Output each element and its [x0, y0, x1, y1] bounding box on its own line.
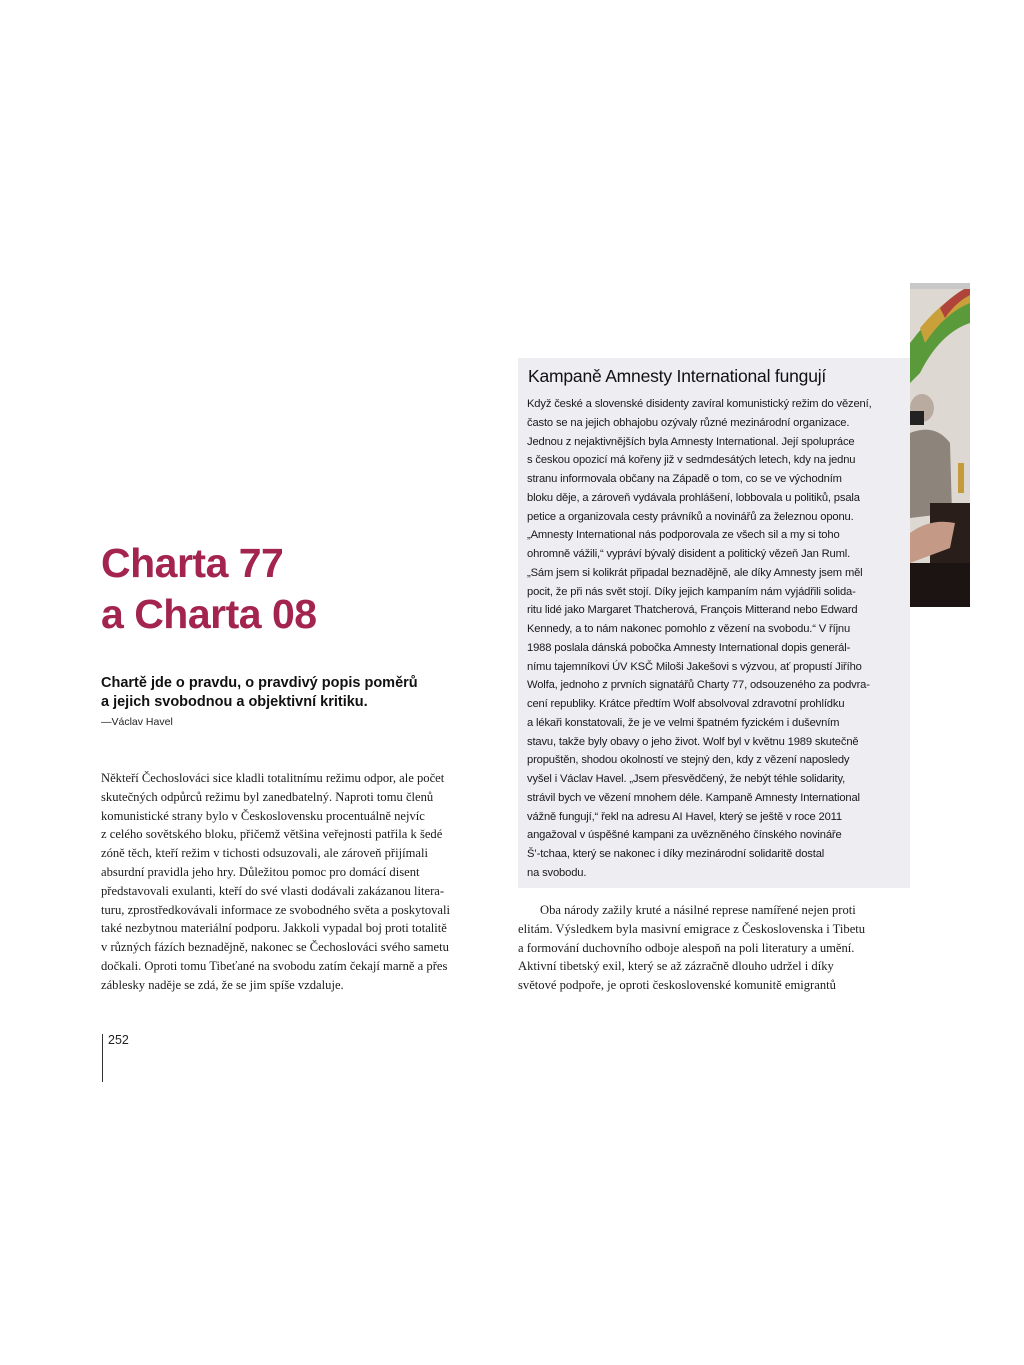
body-text-line: z celého sovětského bloku, přičemž většina veřejnosti patřila k šedé: [101, 827, 443, 842]
sidebar-text-line: petice a organizovala cesty právníků a novinářů za železnou oponu.: [527, 510, 854, 523]
sidebar-text-line: cení republiky. Krátce předtím Wolf absolvoval zdravotní prohlídku: [527, 698, 845, 710]
sidebar-text-line: vážně fungují,“ řekl na adresu AI Havel, který se ještě v roce 2011: [527, 810, 842, 823]
sidebar-text-line: ohromně vážili,“ vypráví bývalý disident a politický vězeň Jan Ruml.: [527, 548, 851, 560]
sidebar-box: [518, 358, 910, 888]
body-text-line: zóně těch, kteří režim v tichosti odsuzovali, ale zároveň přijímali: [101, 846, 428, 861]
chapter-title-line: Charta 77: [101, 540, 284, 586]
body-text-line: elitám. Výsledkem byla masivní emigrace z Československa i Tibetu: [518, 921, 866, 936]
body-text-left: [101, 769, 450, 995]
sidebar-text-line: Wolfa, jednoho z prvních signatářů Charty 77, odsouzeného za podvra-: [527, 679, 870, 692]
page-number: 252: [108, 1033, 129, 1047]
sidebar-text-line: ritu lidé jako Margaret Thatcherová, François Mitterand nebo Edward: [527, 604, 858, 617]
page-number-rule: [102, 1034, 103, 1082]
sidebar-text-line: stavu, takže byly obavy o jeho život. Wolf byl v květnu 1989 skutečně: [527, 735, 859, 748]
epigraph-quote: [101, 674, 418, 712]
sidebar-text-line: stranu informovala občany na Západě o tom, co se ve východním: [527, 473, 842, 485]
sidebar-text-line: na svobodu.: [527, 866, 587, 879]
body-text-line: a formování duchovního odboje alespoň na poli literatury a umění.: [518, 940, 855, 955]
sidebar-text-line: propuštěn, shodou okolností ve stejný den, kdy z vězení naposledy: [527, 754, 850, 767]
sidebar-text-line: 1988 poslala dánská pobočka Amnesty International dopis generál-: [527, 641, 851, 654]
body-text-line: světové podpoře, je oproti československé komunitě emigrantů: [518, 978, 836, 993]
photo-man-with-camera: [910, 283, 970, 607]
body-text-line: představovali exulanti, kteří do své vlasti dodávali zakázanou litera-: [101, 883, 445, 898]
sidebar-text-line: Když české a slovenské disidenty zavíral komunistický režim do vězení,: [527, 398, 872, 410]
body-text-line: také nezbytnou materiální podporu. Jakkoli vypadal boj proti totalitě: [101, 921, 447, 936]
sidebar-body: [527, 395, 872, 883]
chapter-title-line: a Charta 08: [101, 591, 317, 637]
body-text-line: v různých fázích beznadějně, nakonec se Čechoslováci svého sametu: [101, 940, 449, 955]
epigraph-line: a jejich svobodnou a objektivní kritiku.: [101, 694, 368, 710]
chapter-title: [101, 538, 317, 640]
epigraph-attribution: —Václav Havel: [101, 716, 173, 728]
body-text-right: [518, 901, 865, 995]
sidebar-text-line: Kennedy, a to nám nakonec pomohlo z vězení na svobodu.“ V říjnu: [527, 623, 851, 635]
body-text-line: absurdní pravidla jeho hry. Důležitou pomoc pro domácí disent: [101, 864, 420, 879]
sidebar-text-line: Jednou z nejaktivnějších byla Amnesty International. Její spolupráce: [527, 435, 855, 448]
body-text-line: skutečných odpůrců režimu byl zanedbatelný. Naproti tomu členů: [101, 789, 434, 804]
sidebar-text-line: často se na jejich obhajobu ozývaly různé mezinárodní organizace.: [527, 416, 850, 429]
body-text-line: Oba národy zažily kruté a násilné represe namířené nejen proti: [540, 903, 856, 917]
body-text-line: turu, zprostředkovávali informace ze svobodného světa a poskytovali: [101, 902, 451, 917]
sidebar-text-line: angažoval v úspěšné kampani za uvězněného čínského novináře: [527, 829, 842, 842]
epigraph-line: Chartě jde o pravdu, o pravdivý popis poměrů: [101, 675, 418, 691]
body-text-line: komunistické strany bylo v Československu procentuálně nejvíc: [101, 808, 425, 823]
body-text-line: dočkali. Oproti tomu Tibeťané na svobodu zatím čekají marně a přes: [101, 958, 448, 973]
body-text-line: záblesky naděje se zdá, že se jim spíše vzdaluje.: [101, 977, 344, 992]
sidebar-text-line: pocit, že při nás svět stojí. Díky jejich kampaním nám vyjádřili solida-: [527, 585, 856, 598]
sidebar-text-line: s českou opozicí má kořeny již v sedmdesátých letech, kdy na jednu: [527, 454, 856, 467]
sidebar-text-line: „Sám jsem si kolikrát připadal beznadějně, ale díky Amnesty jsem měl: [527, 566, 863, 579]
sidebar-text-line: „Amnesty International nás podporovala ze všech sil a my si toho: [527, 529, 840, 542]
sidebar-text-line: strávil bych ve vězení mnohem déle. Kampaně Amnesty International: [527, 791, 860, 804]
sidebar-text-line: vyšel i Václav Havel. „Jsem přesvědčený, že nebýt téhle solidarity,: [527, 773, 846, 785]
sidebar-text-line: bloku děje, a zároveň vydávala prohlášení, lobbovala u politiků, psala: [527, 491, 860, 504]
sidebar-text-line: a lékaři konstatovali, že je ve velmi špatném fyzickém i duševním: [527, 716, 840, 729]
sidebar-text-line: nímu tajemníkovi ÚV KSČ Miloši Jakešovi s výzvou, ať propustí Jiřího: [527, 660, 862, 673]
sidebar-title: Kampaně Amnesty International fungují: [528, 366, 827, 386]
sidebar-text-line: Š’-tchaa, který se nakonec i díky mezinárodní solidaritě dostal: [527, 848, 825, 860]
body-text-line: Někteří Čechoslováci sice kladli totalitnímu režimu odpor, ale počet: [101, 771, 445, 785]
body-text-line: Aktivní tibetský exil, který se až zázračně dlouho udržel i díky: [518, 959, 834, 974]
